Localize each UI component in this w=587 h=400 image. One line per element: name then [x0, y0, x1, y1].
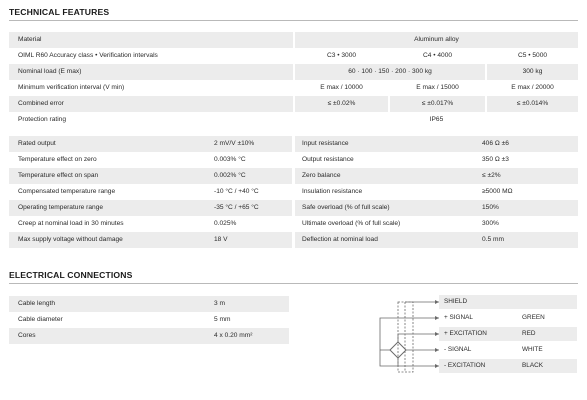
material-label: Material	[18, 36, 42, 44]
accuracy-c3: C3 • 3000	[326, 52, 357, 60]
accuracy-label: OIML R60 Accuracy class • Verification intervals	[18, 52, 158, 60]
spec-label: Zero balance	[302, 172, 341, 180]
spec-value: 0.5 mm	[482, 236, 504, 244]
wire-color-red: RED	[522, 330, 536, 337]
accuracy-c5: C5 • 5000	[517, 52, 548, 60]
arrow-icon	[435, 364, 439, 368]
spec-label: Operating temperature range	[18, 204, 104, 212]
wire-color-white: WHITE	[522, 346, 543, 353]
frame-wire	[380, 318, 439, 366]
accuracy-c4: C4 • 4000	[422, 52, 453, 60]
wiring-lines	[380, 302, 439, 372]
technical-features-title: TECHNICAL FEATURES	[9, 7, 110, 17]
arrow-icon	[435, 316, 439, 320]
nominal-load-c5: 300 kg	[522, 68, 543, 76]
wire-signal-shield: SHIELD	[444, 298, 468, 305]
spec-value: ≤ ±2%	[482, 172, 501, 180]
spec-label: Max supply voltage without damage	[18, 236, 123, 244]
spec-value: 3 m	[214, 300, 225, 308]
spec-label: Input resistance	[302, 140, 349, 148]
spec-value: ≥5000 MΩ	[482, 188, 513, 196]
spec-value: 5 mm	[214, 316, 231, 324]
spec-label: Temperature effect on zero	[18, 156, 97, 164]
spec-value: 150%	[482, 204, 499, 212]
spec-value: 2 mV/V ±10%	[214, 140, 255, 148]
spec-label: Creep at nominal load in 30 minutes	[18, 220, 124, 228]
arrow-icon	[435, 348, 439, 352]
spec-label: Insulation resistance	[302, 188, 363, 196]
spec-label: Cores	[18, 332, 36, 340]
spec-label: Temperature effect on span	[18, 172, 99, 180]
arrow-icon	[435, 300, 439, 304]
min-interval-label: Minimum verification interval (V min)	[18, 84, 125, 92]
spec-value: 0.025%	[214, 220, 237, 228]
wire-color-green: GREEN	[522, 314, 545, 321]
wire-color-black: BLACK	[522, 362, 543, 369]
spec-value: 300%	[482, 220, 499, 228]
combined-error-c3: ≤ ±0.02%	[327, 100, 356, 108]
arrow-icon	[435, 332, 439, 336]
electrical-connections-title: ELECTRICAL CONNECTIONS	[9, 270, 133, 280]
nominal-load-label: Nominal load (E max)	[18, 68, 82, 76]
spec-label: Rated output	[18, 140, 56, 148]
protection-label: Protection rating	[18, 116, 67, 124]
combined-error-c4: ≤ ±0.017%	[421, 100, 454, 108]
spec-value: 0.002% °C	[214, 172, 246, 180]
min-interval-c5: E max / 20000	[511, 84, 554, 92]
spec-value: 18 V	[214, 236, 228, 244]
spec-value: 406 Ω ±6	[482, 140, 509, 148]
material-value: Aluminum alloy	[414, 36, 459, 44]
nominal-load-c3-c4: 60 · 100 · 150 · 200 · 300 kg	[348, 68, 432, 76]
spec-label: Compensated temperature range	[18, 188, 116, 196]
wire-signal-minus-signal: - SIGNAL	[444, 346, 472, 353]
spec-label: Cable length	[18, 300, 56, 308]
combined-error-label: Combined error	[18, 100, 64, 108]
spec-value: -10 °C / +40 °C	[214, 188, 259, 196]
spec-value: -35 °C / +65 °C	[214, 204, 259, 212]
spec-label: Cable diameter	[18, 316, 63, 324]
combined-error-c5: ≤ ±0.014%	[516, 100, 549, 108]
shield-dashed-box	[398, 302, 413, 372]
min-interval-c3: E max / 10000	[320, 84, 363, 92]
spec-label: Deflection at nominal load	[302, 236, 378, 244]
spec-value: 350 Ω ±3	[482, 156, 509, 164]
spec-value: 4 x 0.20 mm²	[214, 332, 253, 340]
min-interval-c4: E max / 15000	[416, 84, 459, 92]
spec-label: Safe overload (% of full scale)	[302, 204, 390, 212]
wire-signal-minus-excitation: - EXCITATION	[444, 362, 486, 369]
spec-label: Output resistance	[302, 156, 354, 164]
spec-value: 0.003% °C	[214, 156, 246, 164]
wire-signal-plus-excitation: + EXCITATION	[444, 330, 487, 337]
spec-label: Ultimate overload (% of full scale)	[302, 220, 401, 228]
wire-signal-plus-signal: + SIGNAL	[444, 314, 473, 321]
protection-value: IP65	[429, 116, 444, 124]
excitation-plus-wire	[398, 334, 439, 342]
wire-arrows	[435, 300, 439, 368]
